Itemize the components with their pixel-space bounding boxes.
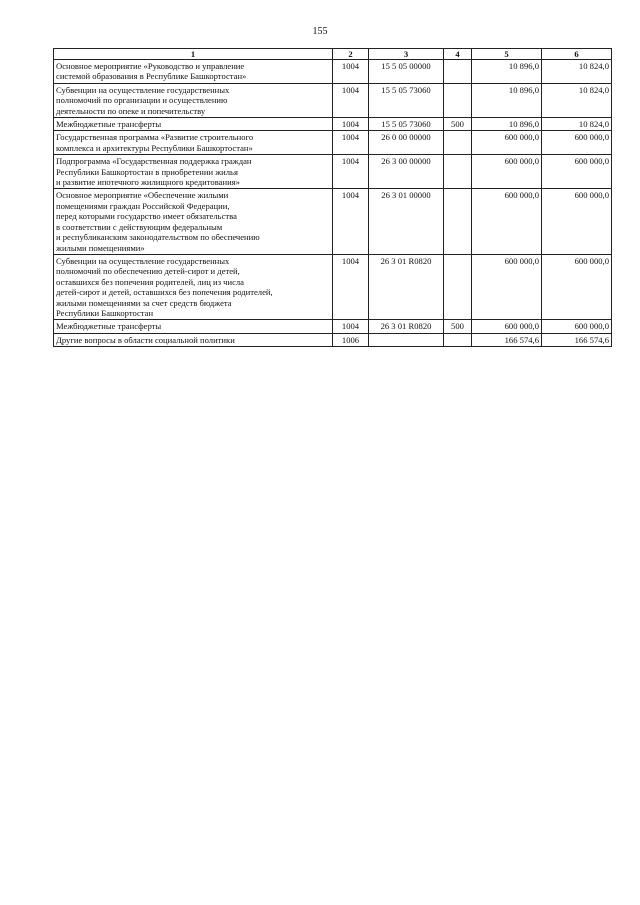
row-name-cell: [54, 155, 333, 189]
amount-cell: 600 000,0: [542, 131, 612, 155]
table-row: [54, 254, 612, 319]
amount-cell: 10 824,0: [542, 83, 612, 117]
table-row: [54, 320, 612, 333]
section-cell: 1006: [333, 333, 369, 346]
row-name-cell: [54, 189, 333, 254]
section-cell: 1004: [333, 83, 369, 117]
amount-cell: 166 574,6: [542, 333, 612, 346]
amount-cell: 600 000,0: [472, 320, 542, 333]
budget-table: [53, 48, 612, 347]
expense-type-cell: 500: [444, 118, 472, 131]
expense-type-cell: [444, 131, 472, 155]
section-cell: 1004: [333, 320, 369, 333]
amount-cell: 600 000,0: [542, 254, 612, 319]
target-code-cell: 26 3 01 R0820: [369, 254, 444, 319]
target-code-cell: 26 3 01 00000: [369, 189, 444, 254]
row-name-line: Основное мероприятие «Руководство и управление: [56, 61, 245, 71]
row-name-line: Межбюджетные трансферты: [56, 321, 162, 332]
table-row: [54, 131, 612, 155]
section-cell: 1004: [333, 155, 369, 189]
target-code-cell: 26 3 00 00000: [369, 155, 444, 189]
amount-cell: 600 000,0: [542, 320, 612, 333]
row-name-line: Республики Башкортостан: [56, 307, 154, 318]
target-code-cell: 15 5 05 73060: [369, 83, 444, 117]
row-name-line: детей-сирот и детей, оставшихся без попечения родителей,: [56, 287, 273, 298]
amount-cell: 10 896,0: [472, 118, 542, 131]
amount-cell: 10 896,0: [472, 83, 542, 117]
row-name-cell: [54, 333, 333, 346]
expense-type-cell: [444, 254, 472, 319]
table-row: [54, 189, 612, 254]
row-name-cell: [54, 320, 333, 333]
row-name-line: деятельности по опеке и попечительству: [56, 105, 206, 116]
row-name-line: перед которыми государство имеет обязательства: [56, 211, 237, 222]
section-cell: 1004: [333, 254, 369, 319]
row-name-cell: [54, 118, 333, 131]
row-name-line: в соответствии с действующим федеральным: [56, 221, 223, 232]
row-name-line: Субвенции на осуществление государственных: [56, 255, 230, 266]
target-code-cell: 15 5 05 00000: [369, 60, 444, 84]
row-name-line: Государственная программа «Развитие строительного: [56, 132, 254, 143]
amount-cell: 600 000,0: [472, 155, 542, 189]
column-header: 5: [472, 49, 542, 60]
target-code-cell: [369, 333, 444, 346]
expense-type-cell: [444, 60, 472, 84]
row-name-line: оставшихся без попечения родителей, лиц из числа: [56, 276, 244, 287]
row-name-line: жилыми помещениями за счет средств бюджета: [56, 297, 232, 308]
row-name-line: Межбюджетные трансферты: [56, 119, 162, 130]
amount-cell: 600 000,0: [472, 254, 542, 319]
row-name-line: жилыми помещениями»: [56, 242, 145, 253]
row-name-line: помещениями граждан Российской Федерации,: [56, 200, 230, 211]
row-name-cell: [54, 131, 333, 155]
row-name-line: полномочий по организации и осуществлению: [56, 95, 228, 106]
amount-cell: 10 896,0: [472, 60, 542, 84]
row-name-line: Основное мероприятие «Обеспечение жилыми: [56, 190, 229, 201]
expense-type-cell: 500: [444, 320, 472, 333]
row-name-cell: [54, 83, 333, 117]
expense-type-cell: [444, 189, 472, 254]
table-row: [54, 333, 612, 346]
amount-cell: 166 574,6: [472, 333, 542, 346]
amount-cell: 600 000,0: [542, 155, 612, 189]
page-number: 155: [312, 26, 328, 37]
expense-type-cell: [444, 83, 472, 117]
table-row: [54, 83, 612, 117]
column-header: 3: [369, 49, 444, 60]
row-name-line: системой образования в Республике Башкортостан»: [56, 71, 247, 82]
row-name-line: и развитие ипотечного жилищного кредитования»: [56, 177, 240, 188]
table-row: [54, 60, 612, 84]
table-header-row: [54, 49, 612, 60]
row-name-line: комплекса и архитектуры Республики Башкортостан»: [56, 142, 253, 153]
expense-type-cell: [444, 333, 472, 346]
column-header: 4: [444, 49, 472, 60]
column-header: 6: [542, 49, 612, 60]
table-body: [54, 60, 612, 347]
row-name-cell: [54, 60, 333, 84]
column-header: 1: [54, 49, 333, 60]
amount-cell: 10 824,0: [542, 60, 612, 84]
column-header: 2: [333, 49, 369, 60]
amount-cell: 600 000,0: [472, 131, 542, 155]
target-code-cell: 26 3 01 R0820: [369, 320, 444, 333]
section-cell: 1004: [333, 118, 369, 131]
target-code-cell: 15 5 05 73060: [369, 118, 444, 131]
section-cell: 1004: [333, 189, 369, 254]
row-name-line: Республики Башкортостан в приобретении жилья: [56, 166, 238, 177]
expense-type-cell: [444, 155, 472, 189]
amount-cell: 600 000,0: [542, 189, 612, 254]
amount-cell: 10 824,0: [542, 118, 612, 131]
row-name-line: Подпрограмма «Государственная поддержка граждан: [56, 156, 252, 167]
row-name-line: Другие вопросы в области социальной политики: [56, 334, 235, 345]
section-cell: 1004: [333, 60, 369, 84]
amount-cell: 600 000,0: [472, 189, 542, 254]
row-name-cell: [54, 254, 333, 319]
table-row: [54, 155, 612, 189]
row-name-line: Субвенции на осуществление государственных: [56, 84, 230, 95]
target-code-cell: 26 0 00 00000: [369, 131, 444, 155]
section-cell: 1004: [333, 131, 369, 155]
row-name-line: и республиканским законодательством по обеспечению: [56, 232, 260, 243]
table-row: [54, 118, 612, 131]
row-name-line: полномочий по обеспечению детей-сирот и детей,: [56, 266, 240, 277]
